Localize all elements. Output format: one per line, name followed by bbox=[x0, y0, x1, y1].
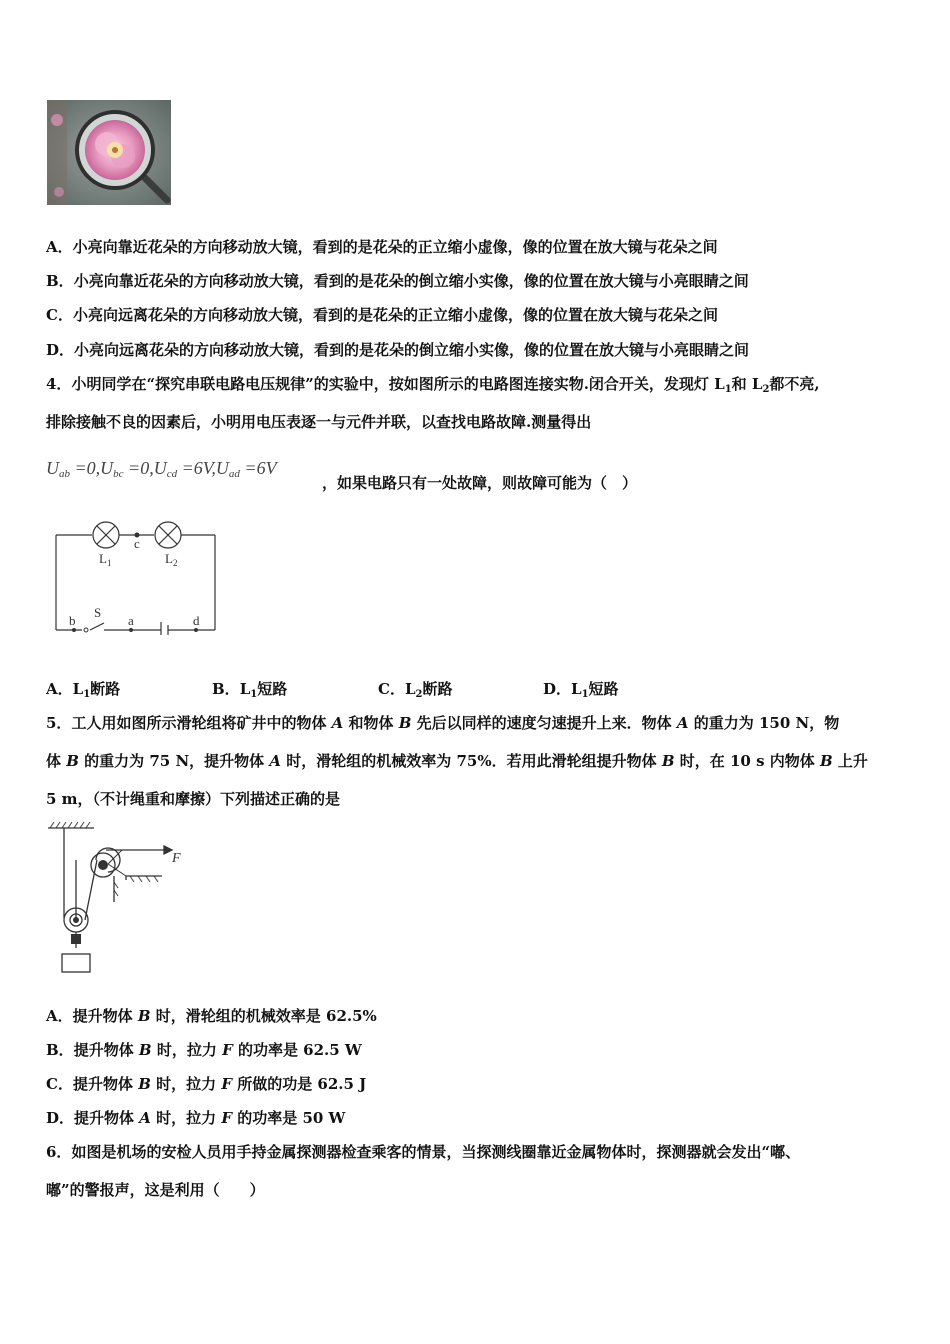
q4-option-a: A．$L_1$断路 bbox=[46, 680, 121, 700]
circuit-label-l1: L bbox=[99, 551, 107, 566]
q5-option-c: C．提升物体 B 时，拉力 F 所做的功是 62.5 J bbox=[46, 1075, 367, 1093]
q4-option-b: B．$L_1$短路 bbox=[212, 680, 288, 700]
svg-text:L2: $L_2$ bbox=[165, 551, 178, 568]
q5-stem-line3: 5 m，（不计绳重和摩擦）下列描述正确的是 bbox=[46, 790, 341, 808]
q4-option-c: C．$L_2$断路 bbox=[378, 680, 453, 700]
q3-option-d: D．小亮向远离花朵的方向移动放大镜，看到的是花朵的倒立缩小实像，像的位置在放大镜与小亮眼睛之间 bbox=[46, 341, 750, 359]
circuit-label-s: S bbox=[94, 605, 102, 620]
circuit-label-l2: L bbox=[165, 551, 173, 566]
q5-pulley-diagram bbox=[44, 820, 194, 978]
q5-option-b: B．提升物体 B 时，拉力 F 的功率是 62.5 W bbox=[46, 1041, 362, 1059]
q3-option-a: A．小亮向靠近花朵的方向移动放大镜，看到的是花朵的正立缩小虚像，像的位置在放大镜与花朵之间 bbox=[46, 238, 718, 256]
q3-option-b: B．小亮向靠近花朵的方向移动放大镜，看到的是花朵的倒立缩小实像，像的位置在放大镜与小亮眼睛之间 bbox=[46, 272, 749, 290]
q4-stem-line1: 4．小明同学在“探究串联电路电压规律”的实验中，按如图所示的电路图连接实物.闭合开关，发现灯 $L_1$和 $L_2$都不亮, bbox=[46, 375, 820, 395]
circuit-label-b: b bbox=[69, 613, 76, 628]
q4-stem-tail: ，如果电路只有一处故障，则故障可能为（ ） bbox=[322, 474, 638, 492]
q5-stem-line1: 5．工人用如图所示滑轮组将矿井中的物体 A 和物体 B 先后以同样的速度匀速提升上来．物体 A 的重力为 150 N，物 bbox=[46, 714, 840, 732]
force-label-f: F bbox=[172, 851, 181, 866]
q3-option-c: C．小亮向远离花朵的方向移动放大镜，看到的是花朵的正立缩小虚像，像的位置在放大镜与花朵之间 bbox=[46, 306, 718, 324]
q5-option-a: A．提升物体 B 时，滑轮组的机械效率是 62.5% bbox=[46, 1007, 377, 1025]
flower-magnifier-photo bbox=[47, 100, 171, 205]
circuit-label-d: d bbox=[193, 613, 200, 628]
q4-option-d: D．$L_1$短路 bbox=[543, 680, 619, 700]
q6-stem-line1: 6．如图是机场的安检人员用手持金属探测器检查乘客的情景，当探测线圈靠近金属物体时，探测器就会发出“嘟、 bbox=[46, 1143, 801, 1161]
q5-option-d: D．提升物体 A 时，拉力 F 的功率是 50 W bbox=[46, 1109, 346, 1127]
q4-formula: $U_{ab} =0,U_{bc} =0,U_{cd} =6V,U_{ad} =6V$ bbox=[46, 458, 277, 480]
svg-text:L1: $L_1$ bbox=[99, 551, 112, 568]
circuit-label-c: c bbox=[134, 536, 140, 551]
q4-stem-line2: 排除接触不良的因素后，小明用电压表逐一与元件并联，以查找电路故障.测量得出 bbox=[46, 413, 592, 431]
q6-stem-line2: 嘟”的警报声，这是利用（ ） bbox=[46, 1181, 265, 1199]
q4-circuit-diagram bbox=[50, 515, 222, 635]
circuit-label-a: a bbox=[128, 613, 134, 628]
q5-stem-line2: 体 B 的重力为 75 N，提升物体 A 时，滑轮组的机械效率为 75%．若用此滑轮组提升物体 B 时，在 10 s 内物体 B 上升 bbox=[46, 752, 868, 770]
